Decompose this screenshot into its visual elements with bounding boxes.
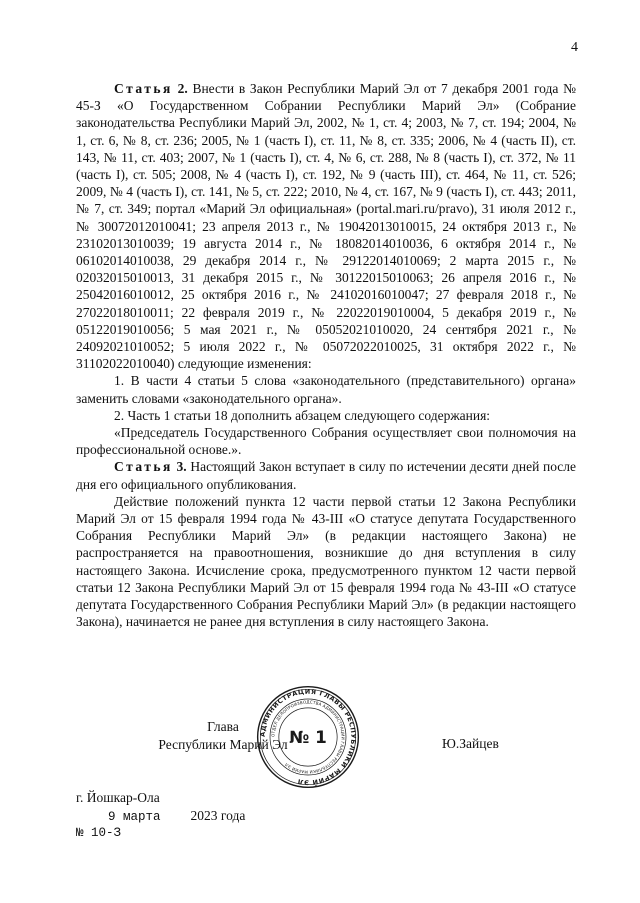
article-3-first-text: Настоящий Закон вступает в силу по истечении десяти дней после дня его официального опубликования. [76, 459, 577, 492]
law-number: № 10-З [76, 826, 122, 840]
article-2-number: 2. [177, 81, 188, 96]
article-3-heading: Статья [114, 459, 173, 475]
article-2-intro [76, 80, 576, 372]
stamp-number: № 1 [289, 727, 327, 748]
place-of-signing: г. Йошкар-Ола [76, 790, 160, 805]
stamp-outer-text: АДМИНИСТРАЦИЯ ГЛАВЫ РЕСПУБЛИКИ МАРИЙ ЭЛ [258, 687, 358, 787]
stamp-inner-text: ОТДЕЛ ДЕЛОПРОИЗВОДСТВА АДМИНИСТРАЦИИ ГЛАВЫ РЕСПУБЛИКИ МАРИЙ ЭЛ [270, 699, 346, 775]
document-body [76, 80, 576, 631]
signatory-name: Ю.Зайцев [442, 736, 499, 751]
article-3-number: 3. [176, 459, 187, 475]
article-2-item-2: 2. Часть 1 статьи 18 дополнить абзацем следующего содержания: [114, 407, 491, 423]
article-2-quote: «Председатель Государственного Собрания осуществляет свои полномочия на профессиональной основе.». [76, 425, 576, 458]
signatory-title-line-1: Глава [207, 719, 239, 734]
page-number: 4 [571, 40, 578, 55]
signing-date-year: 2023 года [190, 808, 246, 823]
article-2-item-1: 1. В части 4 статьи 5 слова «законодательного (представительного) органа» заменить словами «законодательного органа». [76, 373, 576, 406]
article-3-paragraph-2: Действие положений пункта 12 части первой статьи 12 Закона Республики Марий Эл от 15 февраля 1994 года № 43-III «О статусе депутата Государственного Собрания Республики Марий Эл» (в редакции настоящего Закона) не распространяется на правоотношения, возникшие до дня вступления в силу настоящего Закона. Исчисление срока, предусмотренного пунктом 12 части первой статьи 12 Закона Республики Марий Эл от 15 февраля 1994 года № 43-III «О статусе депутата Государственного Собрания Республики Марий Эл» (в редакции настоящего Закона), начинается не ранее дня вступления в силу настоящего Закона. [76, 493, 576, 630]
article-2-intro-text: Внести в Закон Республики Марий Эл от 7 декабря 2001 года № 45-З «О Государственном Собрании Республики Марий Эл» (Собрание законодательства Республики Марий Эл, 2002, № 1, ст. 4; 2003, № 7, ст. 194; 2004, № 1, ст. 6, № 8, ст. 236; 2005, № 1 (часть I), ст. 11, № 8, ст. 335; 2006, № 4 (часть II), ст. 143, № 11, ст. 403; 2007, № 1 (часть I), ст. 4, № 6, ст. 288, № 8 (часть I), ст. 372, № 11 (часть I), ст. 505; 2008, № 4 (часть I), ст. 192, № 9 (часть III), ст. 464, № 11, ст. 526; 2009, № 4 (часть I), ст. 141, № 5, ст. 222; 2010, № 4, ст. 167, № 9 (часть I), ст. 443; 2011, № 7, ст. 349; портал «Марий Эл официальная» (portal.mari.ru/pravo), 31 июля 2012 г., № 30072012010041; 23 апреля 2013 г., № 19042013010015, 24 октября 2013 г., № 23102013010039; 19 августа 2014 г., № 18082014010036, 6 октября 2014 г., № 06102014010038, 29 декабря 2014 г., № 29122014010069; 2 марта 2015 г., № 02032015010013, 31 декабря 2015 г., № 30122015010063; 26 апреля 2016 г., № 25042016010012, 25 октября 2016 г., № 24102016010047; 27 февраля 2018 г., № 27022018010011; 22 февраля 2019 г., № 22022019010004, 5 декабря 2019 г., № 05122019010056; 5 мая 2021 г., № 05052021010020, 24 сентября 2021 г., № 24092021010052; 5 июля 2022 г., № 05072022010025, 31 октября 2022 г., № 31102022010040) следующие изменения: [76, 81, 577, 372]
signing-date [108, 808, 245, 824]
signing-date-day: 9 марта [108, 810, 161, 824]
signatory-title-line-2: Республики Марий Эл [158, 737, 288, 752]
official-stamp [255, 684, 361, 790]
article-3-text [76, 458, 576, 492]
article-2-heading: Статья [114, 81, 173, 96]
